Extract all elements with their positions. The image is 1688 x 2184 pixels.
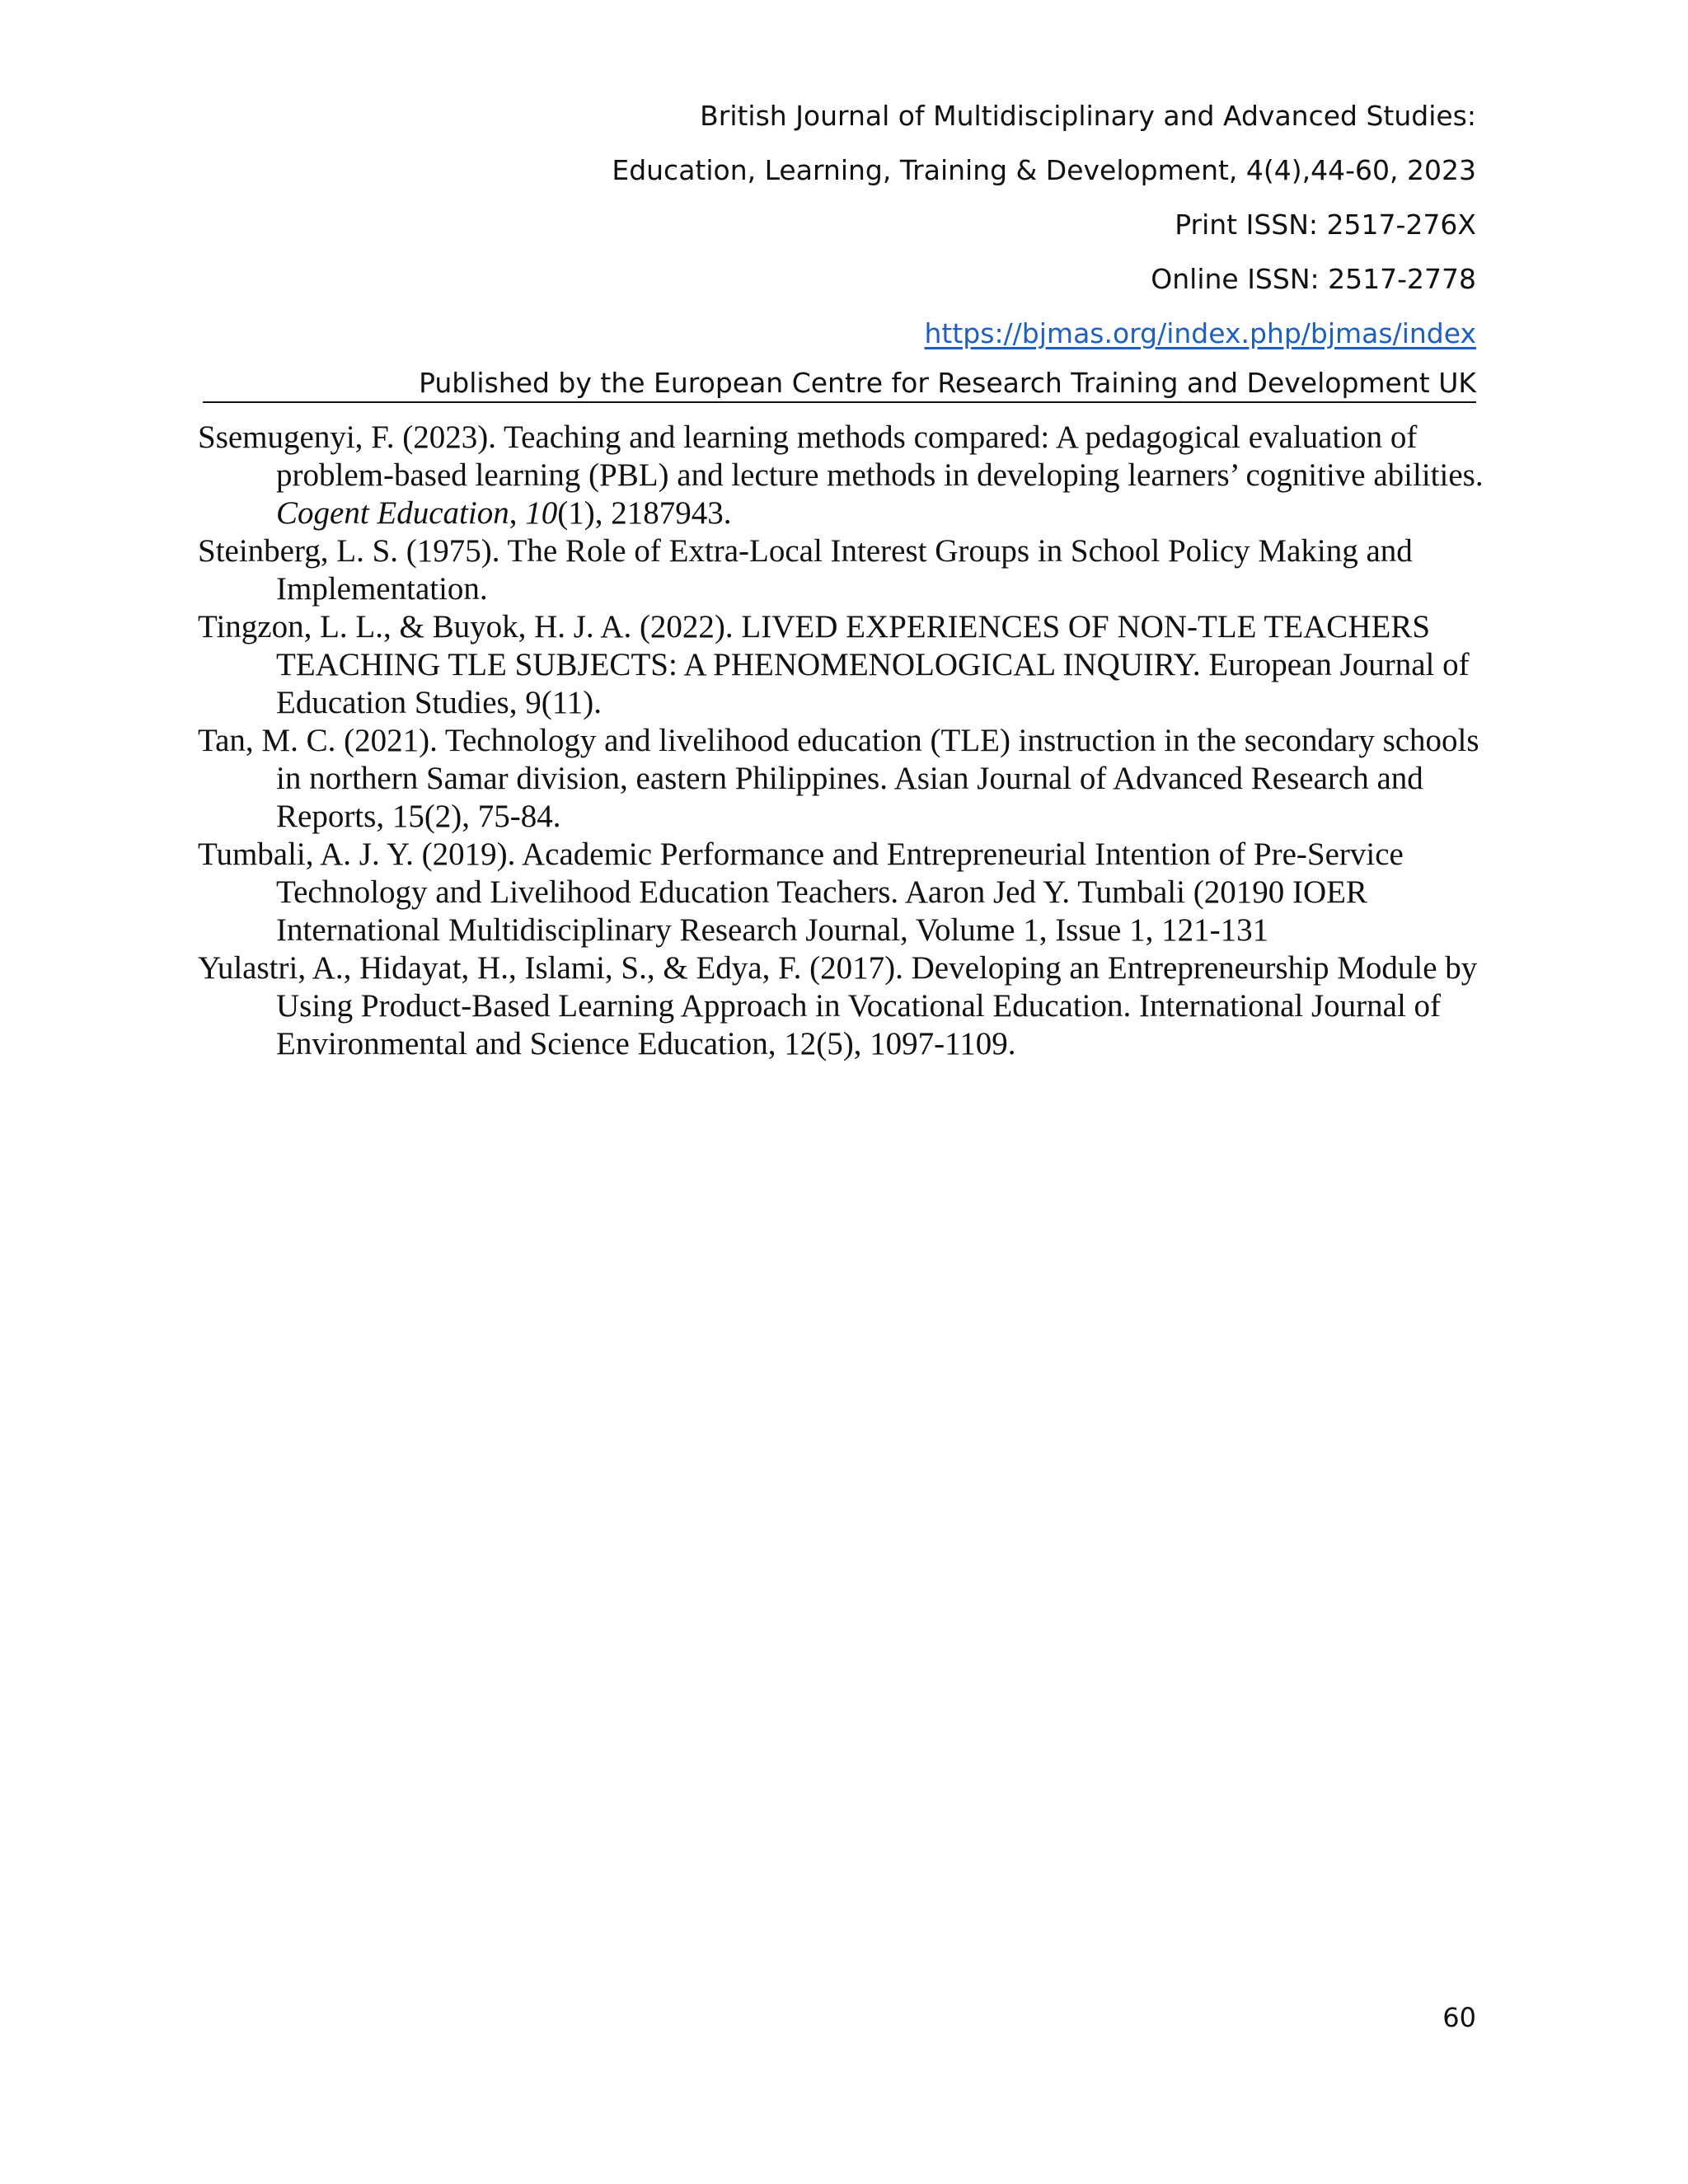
- journal-title: British Journal of Multidisciplinary and Advanced Studies:: [700, 100, 1476, 132]
- publisher-line: Published by the European Centre for Research Training and Development UK: [419, 367, 1476, 399]
- print-issn: Print ISSN: 2517-276X: [1175, 209, 1476, 241]
- reference-item: Steinberg, L. S. (1975). The Role of Extra-Local Interest Groups in School Policy Making and Implementation.: [198, 533, 1413, 607]
- reference-text: Ssemugenyi, F. (2023). Teaching and learning methods compared: A pedagogical evaluation of problem-based learning (PBL) and lecture methods in developing learners’ cognitive abilities.: [198, 419, 1484, 493]
- journal-series-line: Education, Learning, Training & Development, 4(4),44-60, 2023: [612, 154, 1476, 186]
- journal-url-link[interactable]: https://bjmas.org/index.php/bjmas/index: [924, 317, 1476, 349]
- reference-item: Tingzon, L. L., & Buyok, H. J. A. (2022). LIVED EXPERIENCES OF NON-TLE TEACHERS TEACHING TLE SUBJECTS: A PHENOMENOLOGICAL INQUIRY. European Journal of Education Studies, 9(11).: [198, 609, 1470, 720]
- reference-volume: 10: [525, 495, 558, 531]
- reference-item: Tumbali, A. J. Y. (2019). Academic Performance and Entrepreneurial Intention of Pre-Service Technology and Livelihood Education Teachers. Aaron Jed Y. Tumbali (20190 IOER International Multidisciplinary Research Journal, Volume 1, Issue 1, 121-131: [198, 837, 1404, 948]
- reference-item: Tan, M. C. (2021). Technology and livelihood education (TLE) instruction in the secondary schools in northern Samar division, eastern Philippines. Asian Journal of Advanced Research and Reports, 15(2), 75-84.: [198, 723, 1479, 834]
- reference-list: [198, 419, 1492, 1063]
- reference-item: Yulastri, A., Hidayat, H., Islami, S., & Edya, F. (2017). Developing an Entrepreneurship Module by Using Product-Based Learning Approach in Vocational Education. International Journal of Environmental and Science Education, 12(5), 1097-1109.: [198, 950, 1478, 1062]
- online-issn: Online ISSN: 2517-2778: [1151, 263, 1476, 295]
- reference-item: [198, 419, 1492, 532]
- header-divider: [203, 401, 1476, 403]
- page-number: 60: [1442, 2002, 1476, 2033]
- reference-text: (1), 2187943.: [557, 495, 732, 531]
- reference-journal: Cogent Education: [276, 495, 509, 531]
- reference-text: ,: [509, 495, 526, 531]
- journal-header: [157, 89, 1476, 410]
